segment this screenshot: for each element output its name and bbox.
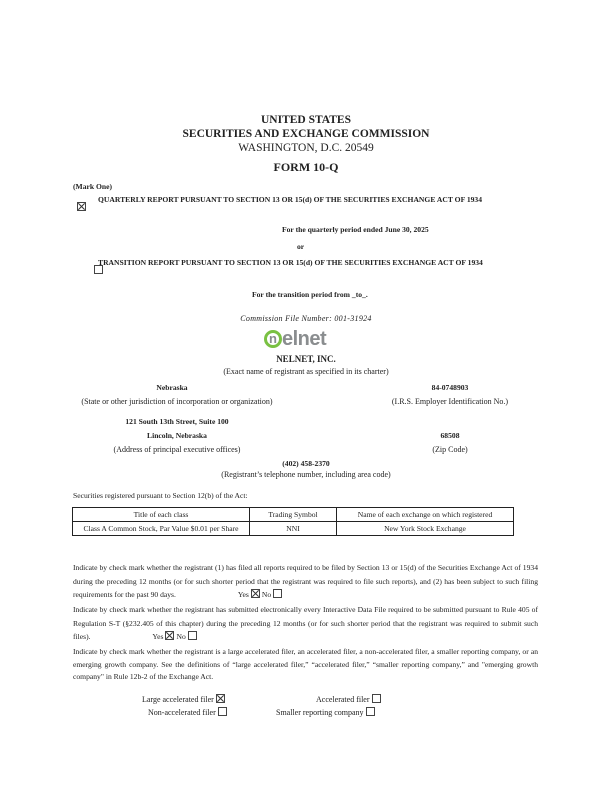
no-checkbox[interactable]: [188, 631, 197, 640]
table-cell: New York Stock Exchange: [337, 522, 514, 536]
header-line1: UNITED STATES: [260, 114, 351, 126]
accelerated-filer-option: [316, 694, 383, 704]
form-title: FORM 10-Q: [273, 160, 339, 174]
phone: (402) 458-2370: [282, 459, 330, 468]
accelerated-checkbox[interactable]: [372, 694, 381, 703]
option-label: Accelerated filer: [316, 695, 370, 704]
non-accelerated-checkbox[interactable]: [218, 707, 227, 716]
no-checkbox[interactable]: [273, 589, 282, 598]
column-header: Title of each class: [73, 508, 250, 522]
yes-label: Yes: [152, 632, 164, 641]
filing-status-paragraph: [73, 561, 538, 602]
zip: 68508: [440, 431, 460, 440]
yes-label: Yes: [237, 590, 249, 599]
registrant-name-label: (Exact name of registrant as specified in its charter): [223, 367, 389, 376]
header-line3: WASHINGTON, D.C. 20549: [238, 142, 374, 154]
no-label: No: [261, 590, 272, 599]
address-line1: 121 South 13th Street, Suite 100: [125, 417, 229, 426]
paragraph-text: Indicate by check mark whether the registrant has submitted electronically every Interactive Data File required to be submitted pursuant to Rule 405 of Regulation S-T (§232.405 of this chapter) during the preceding 12 months (or for such shorter period that the registrant was required to submit such files).: [73, 605, 538, 641]
quarterly-checkbox[interactable]: [77, 202, 86, 211]
ein-label: (I.R.S. Employer Identification No.): [391, 397, 509, 406]
header-line2: SECURITIES AND EXCHANGE COMMISSION: [182, 128, 430, 140]
ein: 84-0748903: [431, 383, 469, 392]
state: Nebraska: [156, 383, 188, 392]
registrant-name: NELNET, INC.: [276, 354, 336, 364]
column-header: Name of each exchange on which registered: [337, 508, 514, 522]
transition-period: For the transition period from _to_.: [252, 290, 368, 299]
large-accelerated-filer-option: [142, 694, 227, 704]
no-label: No: [176, 632, 186, 641]
quarterly-period: For the quarterly period ended June 30, 2025: [282, 225, 429, 234]
phone-label: (Registrant’s telephone number, including area code): [221, 470, 391, 479]
securities-table: [72, 507, 514, 536]
option-label: Non-accelerated filer: [148, 708, 216, 717]
transition-text: TRANSITION REPORT PURSUANT TO SECTION 13 OR 15(d) OF THE SECURITIES EXCHANGE ACT OF 1934: [98, 258, 483, 267]
address-label: (Address of principal executive offices): [113, 445, 241, 454]
smaller-reporting-option: [276, 707, 377, 717]
yes-checkbox[interactable]: [165, 631, 174, 640]
interactive-data-paragraph: [73, 603, 538, 644]
smaller-reporting-checkbox[interactable]: [366, 707, 375, 716]
option-label: Smaller reporting company: [276, 708, 364, 717]
address-line2: Lincoln, Nebraska: [147, 431, 207, 440]
non-accelerated-filer-option: [148, 707, 229, 717]
large-accelerated-checkbox[interactable]: [216, 694, 225, 703]
state-label: (State or other jurisdiction of incorporation or organization): [81, 397, 273, 406]
or-text: or: [297, 242, 305, 251]
column-header: Trading Symbol: [250, 508, 337, 522]
filer-status-paragraph: Indicate by check mark whether the registrant is a large accelerated filer, an accelerated filer, a non-accelerated filer, a smaller reporting company, or an emerging growth company. See the definitions of “large accelerated filer,” “accelerated filer,” “smaller reporting company,” and "emerging growth company" in Rule 12b-2 of the Exchange Act.: [73, 647, 538, 681]
mark-one: (Mark One): [73, 182, 113, 191]
commission-file-number: Commission File Number: 001-31924: [240, 314, 372, 323]
table-header-row: [73, 508, 514, 522]
quarterly-text: QUARTERLY REPORT PURSUANT TO SECTION 13 OR 15(d) OF THE SECURITIES EXCHANGE ACT OF 1934: [98, 195, 483, 204]
yes-checkbox[interactable]: [251, 589, 260, 598]
zip-label: (Zip Code): [432, 445, 468, 454]
paragraph-text: Indicate by check mark whether the registrant (1) has filed all reports required to be filed by Section 13 or 15(d) of the Securities Exchange Act of 1934 during the preceding 12 months (or for such shorter period that the registrant was required to file such reports), and (2) has been subject to such filing requirements for the past 90 days.: [73, 563, 538, 599]
table-cell: NNI: [250, 522, 337, 536]
securities-intro: Securities registered pursuant to Section 12(b) of the Act:: [73, 491, 248, 500]
table-cell: Class A Common Stock, Par Value $0.01 per Share: [73, 522, 250, 536]
logo-text: elnet: [282, 327, 327, 350]
nelnet-logo: n elnet: [264, 326, 326, 352]
table-row: [73, 522, 514, 536]
option-label: Large accelerated filer: [142, 695, 214, 704]
